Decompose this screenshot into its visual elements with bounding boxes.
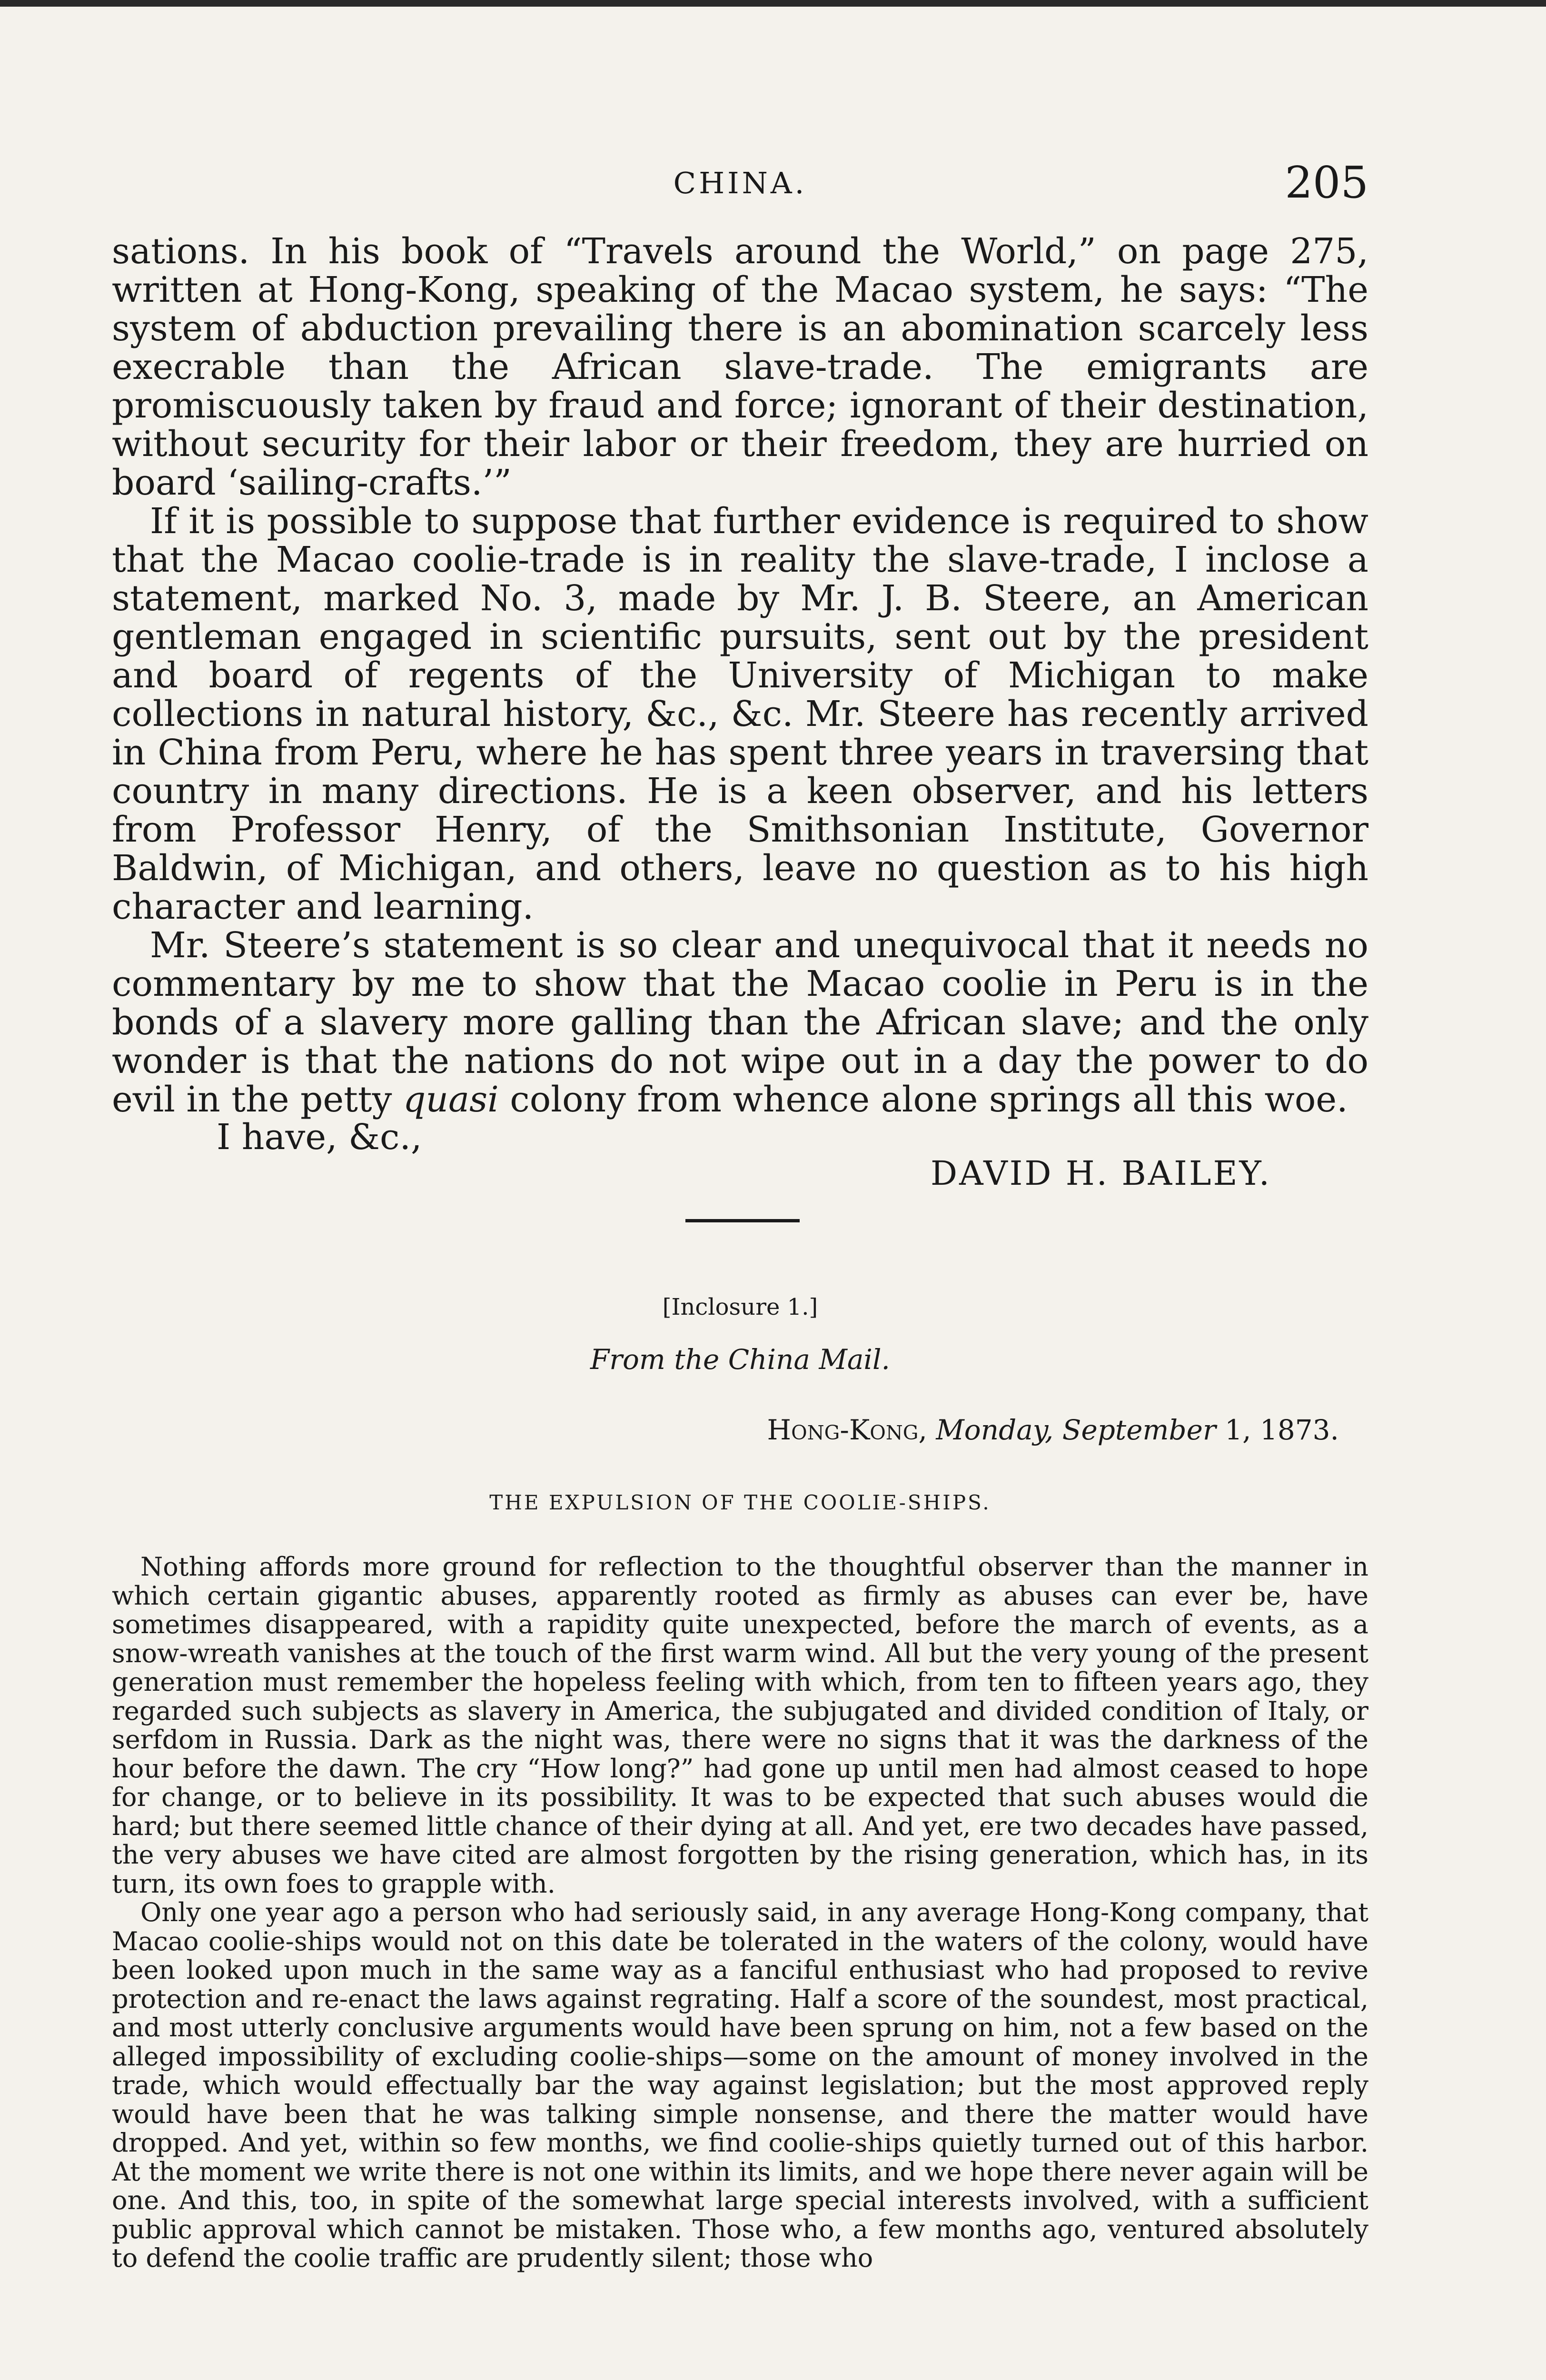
page-number: 205 — [1285, 157, 1368, 208]
section-divider — [685, 1219, 800, 1222]
page-top-edge — [0, 0, 1546, 7]
dateline-date: 1, 1873. — [1225, 1414, 1339, 1446]
running-title: CHINA. — [673, 166, 807, 200]
article-body — [112, 1553, 1368, 2273]
running-head — [112, 157, 1368, 209]
italic-term: quasi — [403, 1079, 499, 1120]
letter-paragraph: sations. In his book of “Travels around the World,” on page 275, written at Hong-Kong, speaking of the Macao system, he says: “The system of abduction prevailing there is an abomination scarcely less execrable than the African slave-trade. The emigrants are promiscuously taken by fraud and force; ignorant of their destination, without security for their labor or their freedom, they are hurried on board ‘sailing-crafts.’” — [112, 231, 1368, 503]
article-title: THE EXPULSION OF THE COOLIE-SHIPS. — [489, 1491, 991, 1514]
inclosure-label: [Inclosure 1.] — [662, 1294, 818, 1320]
article-paragraph: Nothing affords more ground for reflection to the thoughtful observer than the manner in which certain gigantic abuses, apparently rooted as firmly as abuses can ever be, have sometimes disappeared, with a rapidity quite unexpected, before the march of events, as a snow-wreath vanishes at the touch of the first warm wind. All but the very young of the present generation must remember the hopeless feeling with which, from ten to fifteen years ago, they regarded such subjects as slavery in America, the subjugated and divided condition of Italy, or serfdom in Russia. Dark as the night was, there were no signs that it was the darkness of the hour before the dawn. The cry “How long?” had gone up until men had almost ceased to hope for change, or to believe in its possibility. It was to be expected that such abuses would die hard; but there seemed little chance of their dying at all. And yet, ere two decades have passed, the very abuses we have cited are almost forgotten by the rising generation, which has, in its turn, its own foes to grapple with. — [112, 1552, 1368, 1899]
inclosure-source: From the China Mail. — [590, 1343, 890, 1376]
letter-closing: I have, &c., — [217, 1117, 422, 1158]
letter-paragraph: Mr. Steere’s statement is so clear and unequivocal that it needs no commentary by me to show that the Macao coolie in Peru is in the bonds of a slavery more galling than the African slave; and the only wonder is that the nations do not wipe out in a day the power to do evil in the petty quasi colony from whence alone springs all this woe. — [112, 925, 1368, 1120]
letter-paragraph: If it is possible to suppose that further evidence is required to show that the Macao coolie-trade is in reality the slave-trade, I inclose a statement, marked No. 3, made by Mr. J. B. Steere, an American gentleman engaged in scientific pursuits, sent out by the president and board of regents of the University of Michigan to make collections in natural history, &c., &c. Mr. Steere has recently arrived in China from Peru, where he has spent three years in traversing that country in many directions. He is a keen observer, and his letters from Professor Henry, of the Smithsonian Institute, Governor Baldwin, of Michigan, and others, leave no question as to his high character and learning. — [112, 501, 1368, 927]
letter-signature: DAVID H. BAILEY. — [931, 1154, 1271, 1193]
article-paragraph: Only one year ago a person who had seriously said, in any average Hong-Kong company, that Macao coolie-ships would not on this date be tolerated in the waters of the colony, would have been looked upon much in the same way as a fanciful enthusiast who had proposed to revive protection and re-enact the laws against regrating. Half a score of the soundest, most practical, and most utterly conclusive arguments would have been sprung on him, not a few based on the alleged impossibility of excluding coolie-ships—some on the amount of money involved in the trade, which would effectually bar the way against legislation; but the most approved reply would have been that he was talking simple nonsense, and there the matter would have dropped. And yet, within so few months, we find coolie-ships quietly turned out of this harbor. At the moment we write there is not one within its limits, and we hope there never again will be one. And this, too, in spite of the somewhat large special interests involved, with a sufficient public approval which cannot be mistaken. Those who, a few months ago, ventured absolutely to defend the coolie traffic are prudently silent; those who — [112, 1897, 1368, 2273]
dateline-place: Hong-Kong, — [767, 1414, 927, 1446]
dateline-day: Monday, September — [936, 1414, 1216, 1446]
dateline — [767, 1414, 1339, 1446]
letter-body — [112, 232, 1368, 1119]
